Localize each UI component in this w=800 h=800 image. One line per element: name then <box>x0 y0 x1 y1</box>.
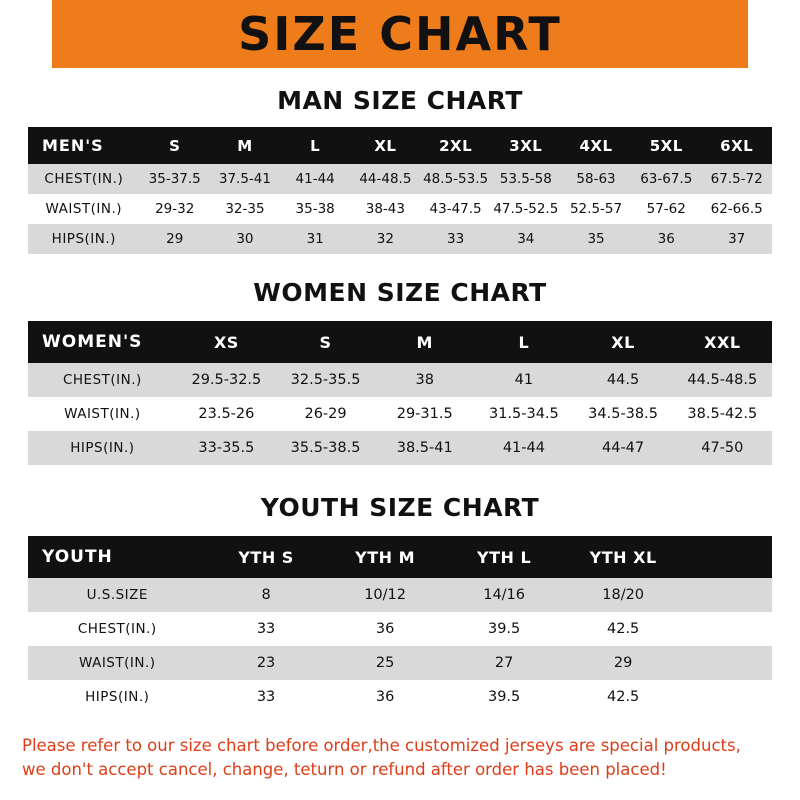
table-cell: 25 <box>326 646 445 680</box>
row-label: CHEST(IN.) <box>28 612 207 646</box>
table-row <box>28 363 772 397</box>
table-cell: 26-29 <box>276 397 375 431</box>
column-header: L <box>474 321 573 363</box>
table-cell: 37.5-41 <box>210 164 280 194</box>
table-cell: 47.5-52.5 <box>491 194 561 224</box>
column-header: 3XL <box>491 127 561 164</box>
column-header: XL <box>350 127 420 164</box>
table-cell: 39.5 <box>445 612 564 646</box>
table-cell: 44.5 <box>573 363 672 397</box>
table-row <box>28 194 772 224</box>
table-row <box>28 397 772 431</box>
table-cell-empty <box>683 680 772 714</box>
table-cell: 39.5 <box>445 680 564 714</box>
column-header: YOUTH <box>28 536 207 578</box>
column-header: XL <box>573 321 672 363</box>
table-cell: 35-37.5 <box>140 164 210 194</box>
table-cell: 67.5-72 <box>701 164 772 194</box>
table-cell: 53.5-58 <box>491 164 561 194</box>
table-cell: 38.5-42.5 <box>673 397 772 431</box>
column-header: WOMEN'S <box>28 321 177 363</box>
table-cell: 29-32 <box>140 194 210 224</box>
column-header: XS <box>177 321 276 363</box>
row-label: WAIST(IN.) <box>28 194 140 224</box>
column-header: L <box>280 127 350 164</box>
column-header: YTH M <box>326 536 445 578</box>
table-cell: 35.5-38.5 <box>276 431 375 465</box>
table-row <box>28 578 772 612</box>
row-label: U.S.SIZE <box>28 578 207 612</box>
table-cell: 52.5-57 <box>561 194 631 224</box>
table-cell: 43-47.5 <box>420 194 490 224</box>
women-section-title: WOMEN SIZE CHART <box>253 278 547 307</box>
column-header: 4XL <box>561 127 631 164</box>
row-label: HIPS(IN.) <box>28 431 177 465</box>
table-cell: 41-44 <box>280 164 350 194</box>
table-cell: 33-35.5 <box>177 431 276 465</box>
column-header: MEN'S <box>28 127 140 164</box>
table-cell: 29-31.5 <box>375 397 474 431</box>
table-cell: 48.5-53.5 <box>420 164 490 194</box>
table-cell: 33 <box>420 224 490 254</box>
table-cell: 44.5-48.5 <box>673 363 772 397</box>
table-cell: 63-67.5 <box>631 164 701 194</box>
table-cell-empty <box>683 612 772 646</box>
column-header-spacer <box>683 536 772 578</box>
column-header: YTH L <box>445 536 564 578</box>
table-cell: 30 <box>210 224 280 254</box>
table-cell: 8 <box>207 578 326 612</box>
table-cell: 36 <box>326 680 445 714</box>
table-cell: 41 <box>474 363 573 397</box>
table-cell: 31.5-34.5 <box>474 397 573 431</box>
table-cell: 34 <box>491 224 561 254</box>
table-row <box>28 164 772 194</box>
table-cell: 32 <box>350 224 420 254</box>
man-table-wrap <box>28 127 772 254</box>
column-header: YTH S <box>207 536 326 578</box>
row-label: HIPS(IN.) <box>28 224 140 254</box>
table-row <box>28 224 772 254</box>
man-size-table <box>28 127 772 254</box>
table-cell: 44-48.5 <box>350 164 420 194</box>
youth-section-title: YOUTH SIZE CHART <box>260 493 540 522</box>
table-cell: 38.5-41 <box>375 431 474 465</box>
page-title: SIZE CHART <box>238 7 562 61</box>
youth-size-table <box>28 536 772 714</box>
table-row <box>28 646 772 680</box>
column-header: S <box>140 127 210 164</box>
table-cell: 32.5-35.5 <box>276 363 375 397</box>
table-cell: 57-62 <box>631 194 701 224</box>
column-header: XXL <box>673 321 772 363</box>
table-cell: 27 <box>445 646 564 680</box>
row-label: CHEST(IN.) <box>28 164 140 194</box>
column-header: YTH XL <box>564 536 683 578</box>
table-cell: 18/20 <box>564 578 683 612</box>
table-cell: 33 <box>207 680 326 714</box>
table-cell: 37 <box>701 224 772 254</box>
column-header: 5XL <box>631 127 701 164</box>
row-label: CHEST(IN.) <box>28 363 177 397</box>
table-cell: 47-50 <box>673 431 772 465</box>
table-cell: 44-47 <box>573 431 672 465</box>
table-cell: 29 <box>564 646 683 680</box>
table-cell: 35 <box>561 224 631 254</box>
table-cell-empty <box>683 646 772 680</box>
disclaimer-note <box>22 734 778 782</box>
table-row <box>28 612 772 646</box>
table-cell-empty <box>683 578 772 612</box>
row-label: WAIST(IN.) <box>28 646 207 680</box>
table-cell: 10/12 <box>326 578 445 612</box>
column-header: 6XL <box>701 127 772 164</box>
table-cell: 33 <box>207 612 326 646</box>
table-header-row <box>28 127 772 164</box>
column-header: M <box>210 127 280 164</box>
table-cell: 38-43 <box>350 194 420 224</box>
women-table-wrap <box>28 321 772 465</box>
table-cell: 42.5 <box>564 612 683 646</box>
table-cell: 23.5-26 <box>177 397 276 431</box>
table-cell: 29.5-32.5 <box>177 363 276 397</box>
table-cell: 36 <box>631 224 701 254</box>
table-header-row <box>28 321 772 363</box>
table-header-row <box>28 536 772 578</box>
column-header: 2XL <box>420 127 490 164</box>
header-banner <box>0 0 800 68</box>
table-cell: 36 <box>326 612 445 646</box>
row-label: HIPS(IN.) <box>28 680 207 714</box>
table-cell: 14/16 <box>445 578 564 612</box>
table-cell: 32-35 <box>210 194 280 224</box>
table-cell: 29 <box>140 224 210 254</box>
table-cell: 35-38 <box>280 194 350 224</box>
table-row <box>28 431 772 465</box>
disclaimer-line-1: Please refer to our size chart before order,the customized jerseys are special products, <box>22 736 741 755</box>
table-cell: 34.5-38.5 <box>573 397 672 431</box>
table-cell: 58-63 <box>561 164 631 194</box>
table-row <box>28 680 772 714</box>
table-cell: 41-44 <box>474 431 573 465</box>
man-section-title: MAN SIZE CHART <box>277 86 523 115</box>
column-header: M <box>375 321 474 363</box>
column-header: S <box>276 321 375 363</box>
women-size-table <box>28 321 772 465</box>
table-cell: 38 <box>375 363 474 397</box>
table-cell: 42.5 <box>564 680 683 714</box>
disclaimer-line-2: we don't accept cancel, change, teturn or refund after order has been placed! <box>22 759 667 779</box>
youth-table-wrap <box>28 536 772 714</box>
table-cell: 23 <box>207 646 326 680</box>
table-cell: 62-66.5 <box>701 194 772 224</box>
row-label: WAIST(IN.) <box>28 397 177 431</box>
table-cell: 31 <box>280 224 350 254</box>
